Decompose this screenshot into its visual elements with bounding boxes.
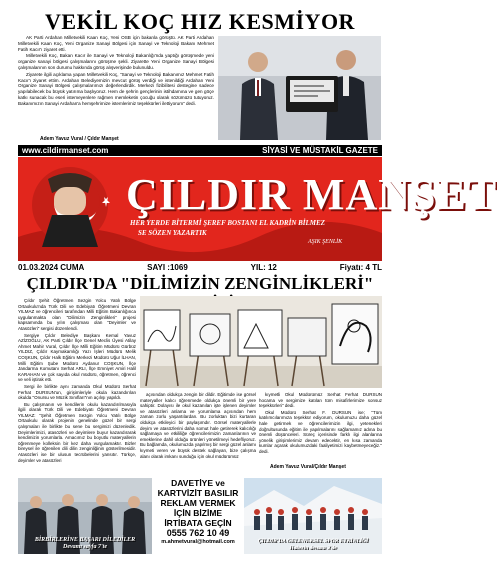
ad-line-4: İÇİN BİZİME xyxy=(173,508,223,518)
article-column-1 xyxy=(18,298,136,464)
top-story-byline: Adem Yavuz Vural / Çıldır Manşet xyxy=(40,136,119,142)
ad-phone[interactable]: 0555 762 10 49 xyxy=(166,528,230,538)
article-column-3 xyxy=(259,392,382,456)
issue-date: 01.03.2024 CUMA xyxy=(18,262,85,272)
article-paragraph: açısından oldukça zengin bir dildir. Eğitimde ise görsel materyaller kalıcı öğrenmede oldukça önemli bir yere sahiptir. Dolayısı ile okul kazanılan işte işlenen deyimler ve atasözleri anlama ve yorumlama açısından hem zaman zorlu yaşantılardan. Bu zorluktan bizi kurtaran oldukça etkileyici bir paylaşımdır. Görsel materyallerle deyim ve atasözlerini daha somut hale getirerek kalıcılığı sağlamaya ve etkililiğe öğrencilerimizin zamanlarının ve emeklerine dahil olduğu ürünleri yönetilmeyi hedefliyoruz. Bu bağlamda, okulumuzda yapılmış bir sergi güzel anlamı kıymeti veren ve büyük destek sağlayan, bize çalışma alanı olarak imkanı sunduğu için okul müdürümüz xyxy=(140,392,256,459)
left-teaser-continue: Devamı sayfa 7'te xyxy=(63,544,107,550)
article-paragraph: Bu çalışmanın ve kendilerin okulu kazandırılmasıyla ilgili olarak Türk Dili ve Edebiyatı Öğretmeni Devran YILMAZ: "Şehit Öğretmen Sezgin Yolcu Yatılı Bölge Ortaokulu olarak projenin genelinde güzel bir sergi çalışmaları ile birlikte bu sene bu sergimizi düzenledik. Deyimlerimizi, atasözleri ve deyimlere buyur kazandırarak kendimizin yorumlarla. Amacımız bu boyutlu materyallerin öğrenmeye kolleksin bir kez daha vurgulamaktır. Bizler bireysel ile öğrenilen dili dilin zenginliğinin gösterilmesidir. Atasözleri ise bir ulusun tecrübelerini yansıtır. Türkçe, deyimler ve atasözleri xyxy=(18,401,136,463)
article-paragraph: Okul Müdürü Serhat F. DURSUN ise; "Tüm katılımcılarımıza teşekkür ediyorum, okulumuzu daha güzel hale getirmek ve öğrencilerimizin ilgi, yetenekleri doğrultusunda eğitim ile yapılmalarını sağlamamız adına bu önemli düşünceleri. Süreç içerisinde farklı ilgi alanlarına yönelik girişimlerimiz devam edecektir, en kısa zamanda kumlar açarak okulumuzdaki faaliyetimizi kaybetmeyeceğiz." dedi. xyxy=(259,409,382,454)
left-teaser-caption xyxy=(18,537,152,551)
left-news-teaser[interactable] xyxy=(18,478,152,554)
issue-year: YIL: 12 xyxy=(250,262,277,272)
masthead-title: ÇILDIR MANŞET xyxy=(126,170,497,219)
article-title: ÇILDIR'DA "DİLİMİZİN ZENGİNLİKLERİ" xyxy=(26,274,374,293)
masthead-signature: AŞIK ŞENLİK xyxy=(308,239,343,245)
ad-line-5: İRTİBATA GEÇİN xyxy=(164,518,232,528)
ad-line-1: DAVETİYE ve xyxy=(171,478,225,488)
masthead-slogan-line2: SE SÖZEN YAZARTIK xyxy=(138,229,207,237)
ad-line-2: KARTVİZİT BASILIR xyxy=(157,488,239,498)
advertising-box xyxy=(154,478,242,554)
site-url[interactable]: www.cildirmanset.com xyxy=(22,146,109,155)
left-teaser-headline: BİRBİRLERİNE BAŞARI DİLEDİLER xyxy=(34,537,136,543)
masthead-slogan-line1: HER YERDE BİTERMİ ŞEREF BOSTANI EL KADRİN BİLMEZ xyxy=(130,219,325,227)
article-byline: Adem Yavuz Vural/Çıldır Manşet xyxy=(270,464,346,470)
ad-email[interactable]: m.ahmetvural@hotmail.com xyxy=(161,539,235,545)
right-teaser-continue: Haberin devamı 3'de xyxy=(289,544,337,551)
issue-price: Fiyatı: 4 TL xyxy=(339,262,382,272)
top-story-paragraph: Ziyarete ilgili açıklama yapan Milletvekili Koç, "Sanayi ve Teknoloji Bakanımız Mehmet Fatih Kacır'ı ziyaret ettim. Ardahan Belediyemizin mevcut görüş verdiği ve istenildiği Ardahan Yeni Organize Sanayi Bölgesi çalışmalarımızı değerlendirdik. Merkezi fizibilitesi destegine sadece yapılabilecek bu büyük yatırıma başlıyoruz. Hem de şehrin gençlerinin istihdamına ve gen göçe katkı sunacak bu eseri istemeyenlere rağmen memleketin çocuğu olarak sözümüzü tutuyoruz. Bakanımızın Sanayi Ardahan'a hemşehrimize istemlerimiz teşekkürleri ilettiyorum" dedi. xyxy=(18,71,214,106)
site-bar xyxy=(18,145,382,156)
ad-line-3: REKLAM VERMEK xyxy=(160,498,236,508)
article-paragraph: kıymetli Okul Müdürümüz Serhat Ferhat DURSUN hocama ve sergimize katılan tüm misafirlerimize sonsuz teşekkürleri" dedi. xyxy=(259,392,382,409)
issue-number: SAYI :1069 xyxy=(147,262,188,272)
right-news-teaser[interactable] xyxy=(244,478,382,554)
article-column-2 xyxy=(140,392,256,460)
right-teaser-caption xyxy=(244,538,382,551)
top-story-body xyxy=(18,35,214,108)
article-paragraph: Sergiye Çıldır Belediye Başkanı Kemal Yavuz AZİZOĞLU, AK Parti Çıldır İlçe Genel Meclis Üyesi Atilay Ahmet Mahir Vural, Çıldır İlçe Milli Eğitim Müdürü Gürbüz YILDIZ, Çıldır Kaymakamlığı Yazı İşleri Müdürü Melik COŞKUN, Çıldır Halk Eğitim Merkezi Müdürü Uğur İLHAN, Milli Eğitim Şube Müdürü Aydanur COŞKUN, İlçe Jandarma Komutanı Serhat ARLI, İlçe Emniyet Amiri Halil KARAHAN ve çok sayıda okul müdürü, öğretmen, öğrenci ve veli iştirak etti. xyxy=(18,332,136,383)
article-paragraph: Çıldır Şehit Öğretmen Sezgin Yolcu Yatılı Bölge Ortaokulu'nda Türk Dili ve Edebiyatı Öğretmeni Devran YILMAZ ve öğrencileri tarafından Milli Eğitim Bakanlığınca uygulanmakta olan "Dilimizin Zenginlikleri" projesi kapsamında bu yılın çalışması olan "Deyimler ve Atasözleri" sergisi düzenlendi. xyxy=(18,298,136,331)
site-tagline: SİYASİ VE MÜSTAKİL GAZETE xyxy=(262,146,378,155)
top-headline: VEKİL KOÇ HIZ KESMİYOR xyxy=(45,9,355,34)
issue-bar xyxy=(18,262,382,272)
top-story-paragraph: AK Parti Ardahan Milletvekili Kaan Koç, Yeni OSB için bakanla görüştü. AK Parti Ardahan Milletvekili Kaan Koç, Yeni Organize Sanayi Bölgesi için Sanayi ve Teknoloji Bakanı Mehmet Fatih Kacır'ı ziyaret etti. xyxy=(18,35,214,52)
top-story-paragraph: Milletvekili Koç, Bakan Kacır ile Sanayi ve Teknoloji Bakanlığı'nda yaptığı görüşmede yeni organize sanayi bölgesi çalışmalarını görüşme şekli. Ziyarette Yeni Organize Sanayi Bölgesi çalışmalarının son durumu hakkında görüş alışverişinde bulunuldu. xyxy=(18,53,214,70)
article-paragraph: Sergi ile birlikte aynı zamanda Okul Müdürü Serhat Ferhat DURSUN'un, girişimleriyle okula kazandırılan okulda "Onursu ve Müzik Sınıfları"nın açılışı yapıldı. xyxy=(18,383,136,401)
right-teaser-headline: ÇILDIR'DA GELENEKSEL SPOR ETKİNLİĞİ xyxy=(257,538,369,544)
masthead xyxy=(18,157,497,261)
top-story-photo xyxy=(218,36,381,140)
exhibition-photo xyxy=(140,296,382,388)
